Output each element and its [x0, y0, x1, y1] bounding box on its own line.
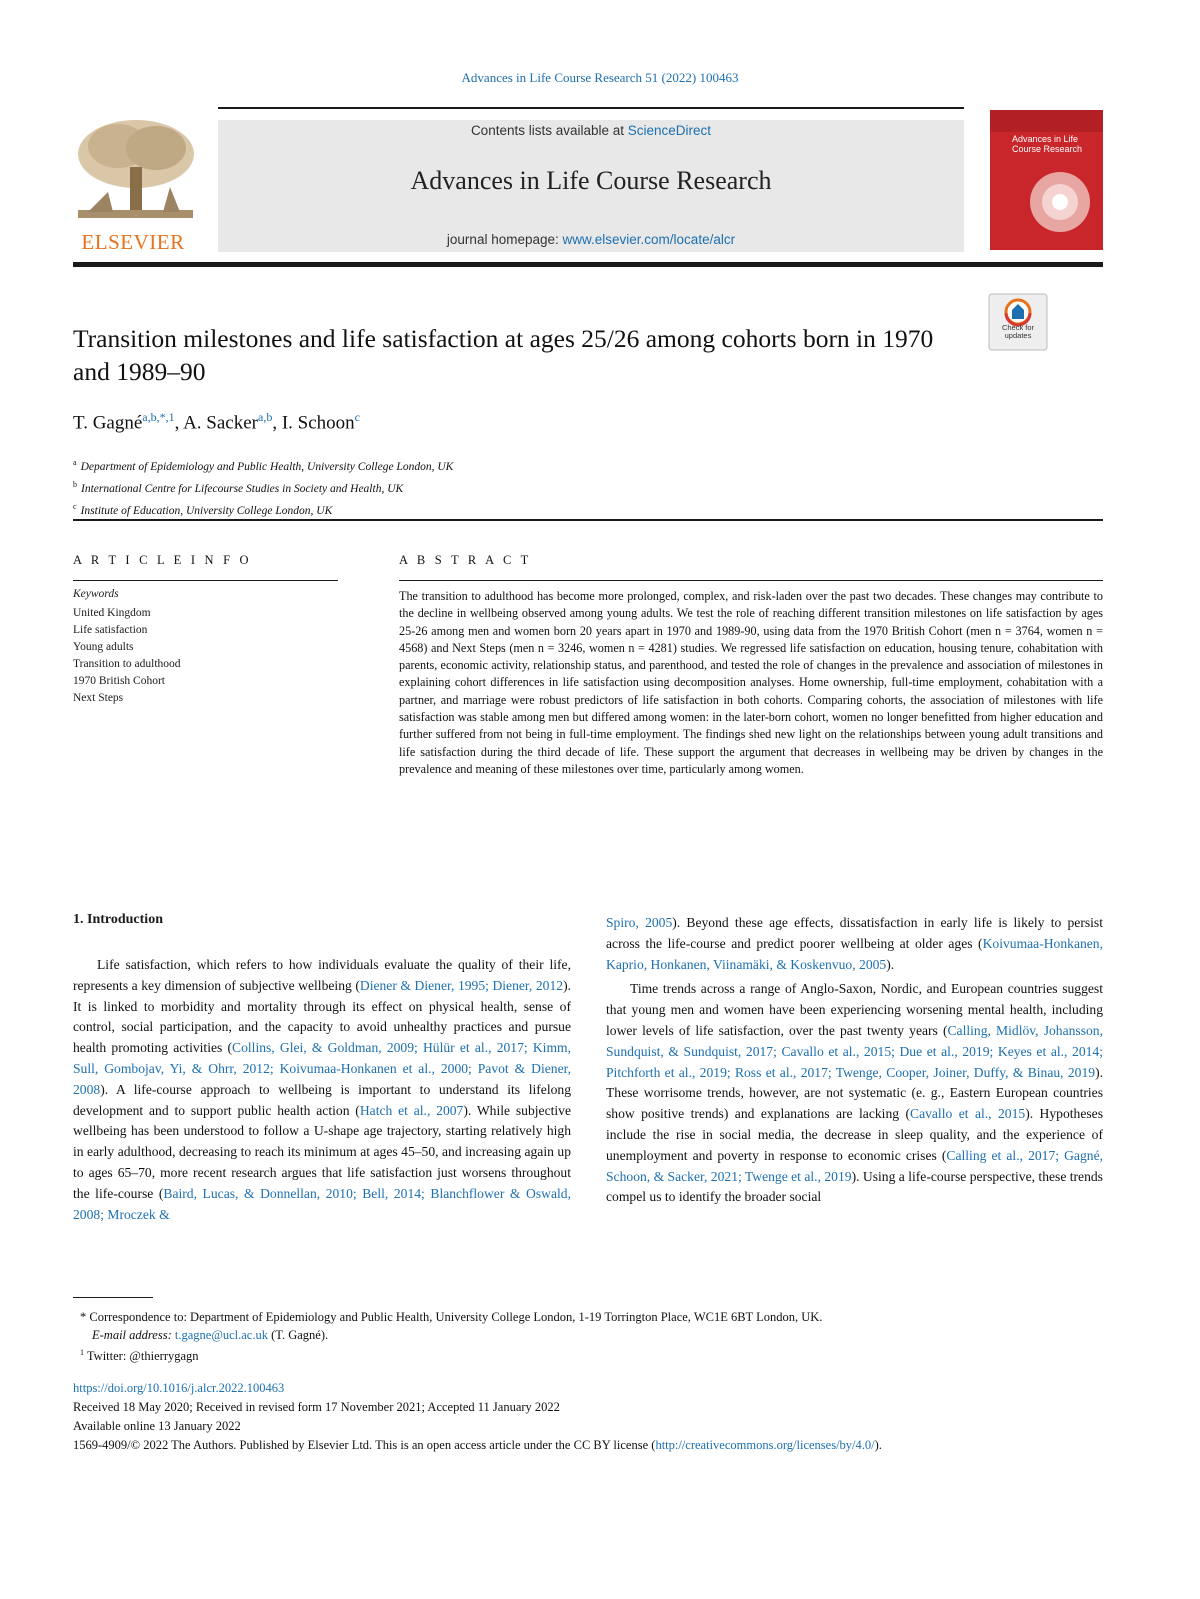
citation-link[interactable]: Baird, Lucas, & Donnellan, 2010; Bell, 2014; Blanchflower & Oswald, 2008; Mroczek & — [73, 1185, 571, 1222]
keyword: Life satisfaction — [73, 624, 148, 636]
author-name[interactable]: T. Gagné — [73, 412, 143, 434]
author-name[interactable]: A. Sacker — [183, 412, 258, 434]
body-text: ). Beyond these age effects, dissatisfaction in early life is likely to persist across the life-course and predict poorer wellbeing at older ages ( — [606, 915, 1103, 951]
article-info-rule — [73, 580, 338, 581]
citation-link[interactable]: Calling, Midlöv, Johansson, Sundquist, & Sundquist, 2017; Cavallo et al., 2015; Due et al., 2019; Keyes et al., 2014; Pitchforth et al., 2019; Ross et al., 2017; Twenge, Cooper, Joiner, Duffy, & Binau, 2019 — [606, 1022, 1103, 1080]
license-link[interactable]: http://creativecommons.org/licenses/by/4.0/ — [655, 1438, 875, 1452]
doi-link[interactable]: https://doi.org/10.1016/j.alcr.2022.100463 — [73, 1381, 285, 1395]
author-affil-marker[interactable]: c — [354, 410, 360, 424]
footnote-marker: 1 — [80, 1348, 84, 1357]
section-heading-introduction: 1. Introduction — [73, 912, 163, 927]
article-info-heading: A R T I C L E I N F O — [73, 553, 252, 567]
license-prefix: 1569-4909/© 2022 The Authors. Published by Elsevier Ltd. This is an open access article under the CC BY license ( — [73, 1438, 656, 1452]
citation-link[interactable]: Diener & Diener, 1995; Diener, 2012 — [359, 977, 564, 993]
body-text: Time trends across a range of Anglo-Saxon, Nordic, and European countries suggest that young men and women have been experiencing worsening mental health, including lower levels of life satisfaction, over the past twenty years ( — [606, 981, 1103, 1038]
keywords-label: Keywords — [73, 588, 119, 600]
available-online: Available online 13 January 2022 — [73, 1419, 241, 1433]
publisher-name: ELSEVIER — [81, 230, 185, 254]
check-for-updates-label: Check for updates — [1001, 323, 1035, 340]
correspondence-footnote — [80, 1308, 1100, 1326]
license-suffix: ). — [874, 1438, 882, 1452]
author-name[interactable]: I. Schoon — [281, 412, 355, 434]
affiliation — [73, 498, 973, 520]
homepage-prefix: journal homepage: — [446, 232, 563, 247]
correspondence-text: Correspondence to: Department of Epidemiology and Public Health, University College London, 1-19 Torrington Place, WC1E 6BT London, UK. — [89, 1310, 823, 1324]
journal-reference[interactable]: Advances in Life Course Research 51 (2022) 100463 — [461, 70, 739, 85]
body-text: ). Using a life-course perspective, these trends compel us to identify the broader social — [606, 1168, 1103, 1205]
affiliation-text: Department of Epidemiology and Public Health, University College London, UK — [80, 460, 454, 473]
body-text: ). While subjective wellbeing has been understood to follow a U-shape age trajectory, starting relatively high in early adulthood, decreasing to reach its minimum at ages 45–50, and increasing again up to ages 65–70, more recent research argues that life satisfaction just worsens throughout the life-course ( — [73, 1102, 571, 1201]
article-title: Transition milestones and life satisfaction at ages 25/26 among cohorts born in 1970 and 1989–90 — [73, 324, 934, 386]
header-rule-top — [218, 107, 964, 109]
citation-link[interactable]: Spiro, 2005 — [606, 915, 673, 930]
publication-info — [73, 1379, 1113, 1455]
homepage-line — [218, 232, 964, 247]
intro-paragraph-1 — [73, 955, 571, 1225]
footnote-rule — [73, 1297, 153, 1298]
keywords-list — [73, 605, 181, 707]
contents-prefix: Contents lists available at — [470, 123, 628, 138]
abstract-rule — [399, 580, 1103, 581]
email-link[interactable]: t.gagne@ucl.ac.uk — [174, 1328, 268, 1342]
citation-link[interactable]: Hatch et al., 2007 — [359, 1102, 464, 1118]
header-rule-bottom — [73, 262, 1103, 267]
affiliation-marker: b — [73, 479, 77, 489]
received-dates: Received 18 May 2020; Received in revised form 17 November 2021; Accepted 11 January 2022 — [73, 1400, 560, 1414]
citation-link[interactable]: Koivumaa-Honkanen, Kaprio, Honkanen, Viinamäki, & Koskenvuo, 2005 — [606, 935, 1103, 972]
journal-cover-image — [990, 110, 1103, 250]
footnotes — [80, 1308, 1100, 1365]
keyword: 1970 British Cohort — [73, 675, 166, 687]
abstract-heading: A B S T R A C T — [399, 553, 532, 567]
email-suffix: (T. Gagné). — [267, 1328, 329, 1342]
contents-line — [218, 123, 964, 138]
citation-link[interactable]: Calling et al., 2017; Gagné, Schoon, & Sacker, 2021; Twenge et al., 2019 — [606, 1147, 1103, 1184]
twitter-text: Twitter: @thierrygagn — [86, 1349, 199, 1364]
author-list: T. Gagné$^{a,b,*,1}$, A. Sacker$^{a,b}$, I. Schoon$^c$ — [73, 410, 360, 434]
citation-link[interactable]: Cavallo et al., 2015 — [910, 1106, 1026, 1122]
body-text: Life satisfaction, which refers to how individuals evaluate the quality of their life, represents a key dimension of subjective wellbeing ( — [73, 957, 571, 993]
keyword: Next Steps — [73, 692, 124, 704]
twitter-footnote — [80, 1344, 1100, 1365]
cover-title: Advances in Life Course Research — [1012, 134, 1083, 154]
body-column-left — [73, 955, 571, 1225]
abstract-text: The transition to adulthood has become more prolonged, complex, and risk-laden over the past two decades. These changes may contribute to the decline in wellbeing observed among young adults. We test the role of reaching different transition milestones on life satisfaction by ages 25-26 among men and women born 20 years apart in 1970 and 1989-90, using data from the 1970 British Cohort (men n = 3764, women n = 4568) and Next Steps (men n = 3246, women n = 4281) studies. We regressed life satisfaction on education, housing tenure, cohabitation with parents, economic activity, relationship status, and parenthood, and tested the role of changes in the prevalence and association of milestones in explaining cohort differences in life satisfaction using decomposition analyses. Home ownership, full-time employment, cohabitation with a partner, and marriage were robust predictors of life satisfaction in both cohorts. Comparing cohorts, the association of milestones with life satisfaction was stable among men but differed among women: in the later-born cohort, women no longer benefitted from higher education and further suffered from not being in full-time employment. The findings shed new light on the relationships between young adult transitions and life satisfaction during the third decade of life. These support the argument that decreases in wellbeing may be driven by changes in the prevalence and meaning of these milestones over time, particularly among women. — [399, 589, 1103, 776]
body-text: ). Hypotheses include the rise in social media, the decrease in sleep quality, and the experience of unemployment and poverty in response to economic crises ( — [606, 1106, 1103, 1163]
body-text: ). — [886, 956, 895, 972]
body-text: ). It is linked to morbidity and mortality through its effect on physical health, sense of control, social participation, and the capacity to avoid unhealthy practices and pursue health promoting activities ( — [73, 977, 571, 1056]
email-footnote — [80, 1326, 1100, 1344]
intro-paragraph-1-cont — [606, 913, 1103, 975]
affiliation — [73, 476, 973, 498]
author-affil-marker[interactable]: a,b,*,1 — [142, 410, 175, 424]
body-text: ). These worrisome trends, however, are not systematic (e. g., Eastern European countries show positive trends) and explanations are lacking ( — [606, 1064, 1103, 1122]
affiliations — [73, 454, 973, 519]
section-divider — [73, 519, 1103, 521]
check-for-updates-badge[interactable] — [988, 293, 1048, 351]
homepage-link[interactable]: www.elsevier.com/locate/alcr — [562, 232, 736, 247]
journal-name: Advances in Life Course Research — [410, 166, 772, 195]
footnote-marker: * — [80, 1310, 87, 1324]
license-line — [73, 1436, 1113, 1455]
affiliation-marker: c — [73, 501, 77, 511]
email-label: E-mail address: — [92, 1328, 172, 1342]
intro-paragraph-2 — [606, 979, 1103, 1208]
body-column-right — [606, 913, 1103, 1208]
affiliation-marker: a — [73, 458, 77, 467]
citation-link[interactable]: Collins, Glei, & Goldman, 2009; Hülür et al., 2017; Kimm, Sull, Gombojav, Yi, & Ohrr, 2012; Koivumaa-Honkanen et al., 2000; Pavot & Diener, 2008 — [73, 1040, 571, 1097]
body-text: ). A life-course approach to wellbeing is important to understand its lifelong development and to support public health action ( — [73, 1081, 571, 1118]
keyword: Transition to adulthood — [73, 658, 181, 670]
sciencedirect-link[interactable]: ScienceDirect — [627, 123, 712, 138]
keyword: Young adults — [73, 641, 134, 653]
keyword: United Kingdom — [73, 607, 151, 619]
author-affil-marker[interactable]: a,b — [258, 410, 273, 424]
affiliation-text: International Centre for Lifecourse Studies in Society and Health, UK — [81, 482, 404, 495]
affiliation — [73, 454, 973, 476]
affiliation-text: Institute of Education, University College London, UK — [80, 504, 333, 517]
